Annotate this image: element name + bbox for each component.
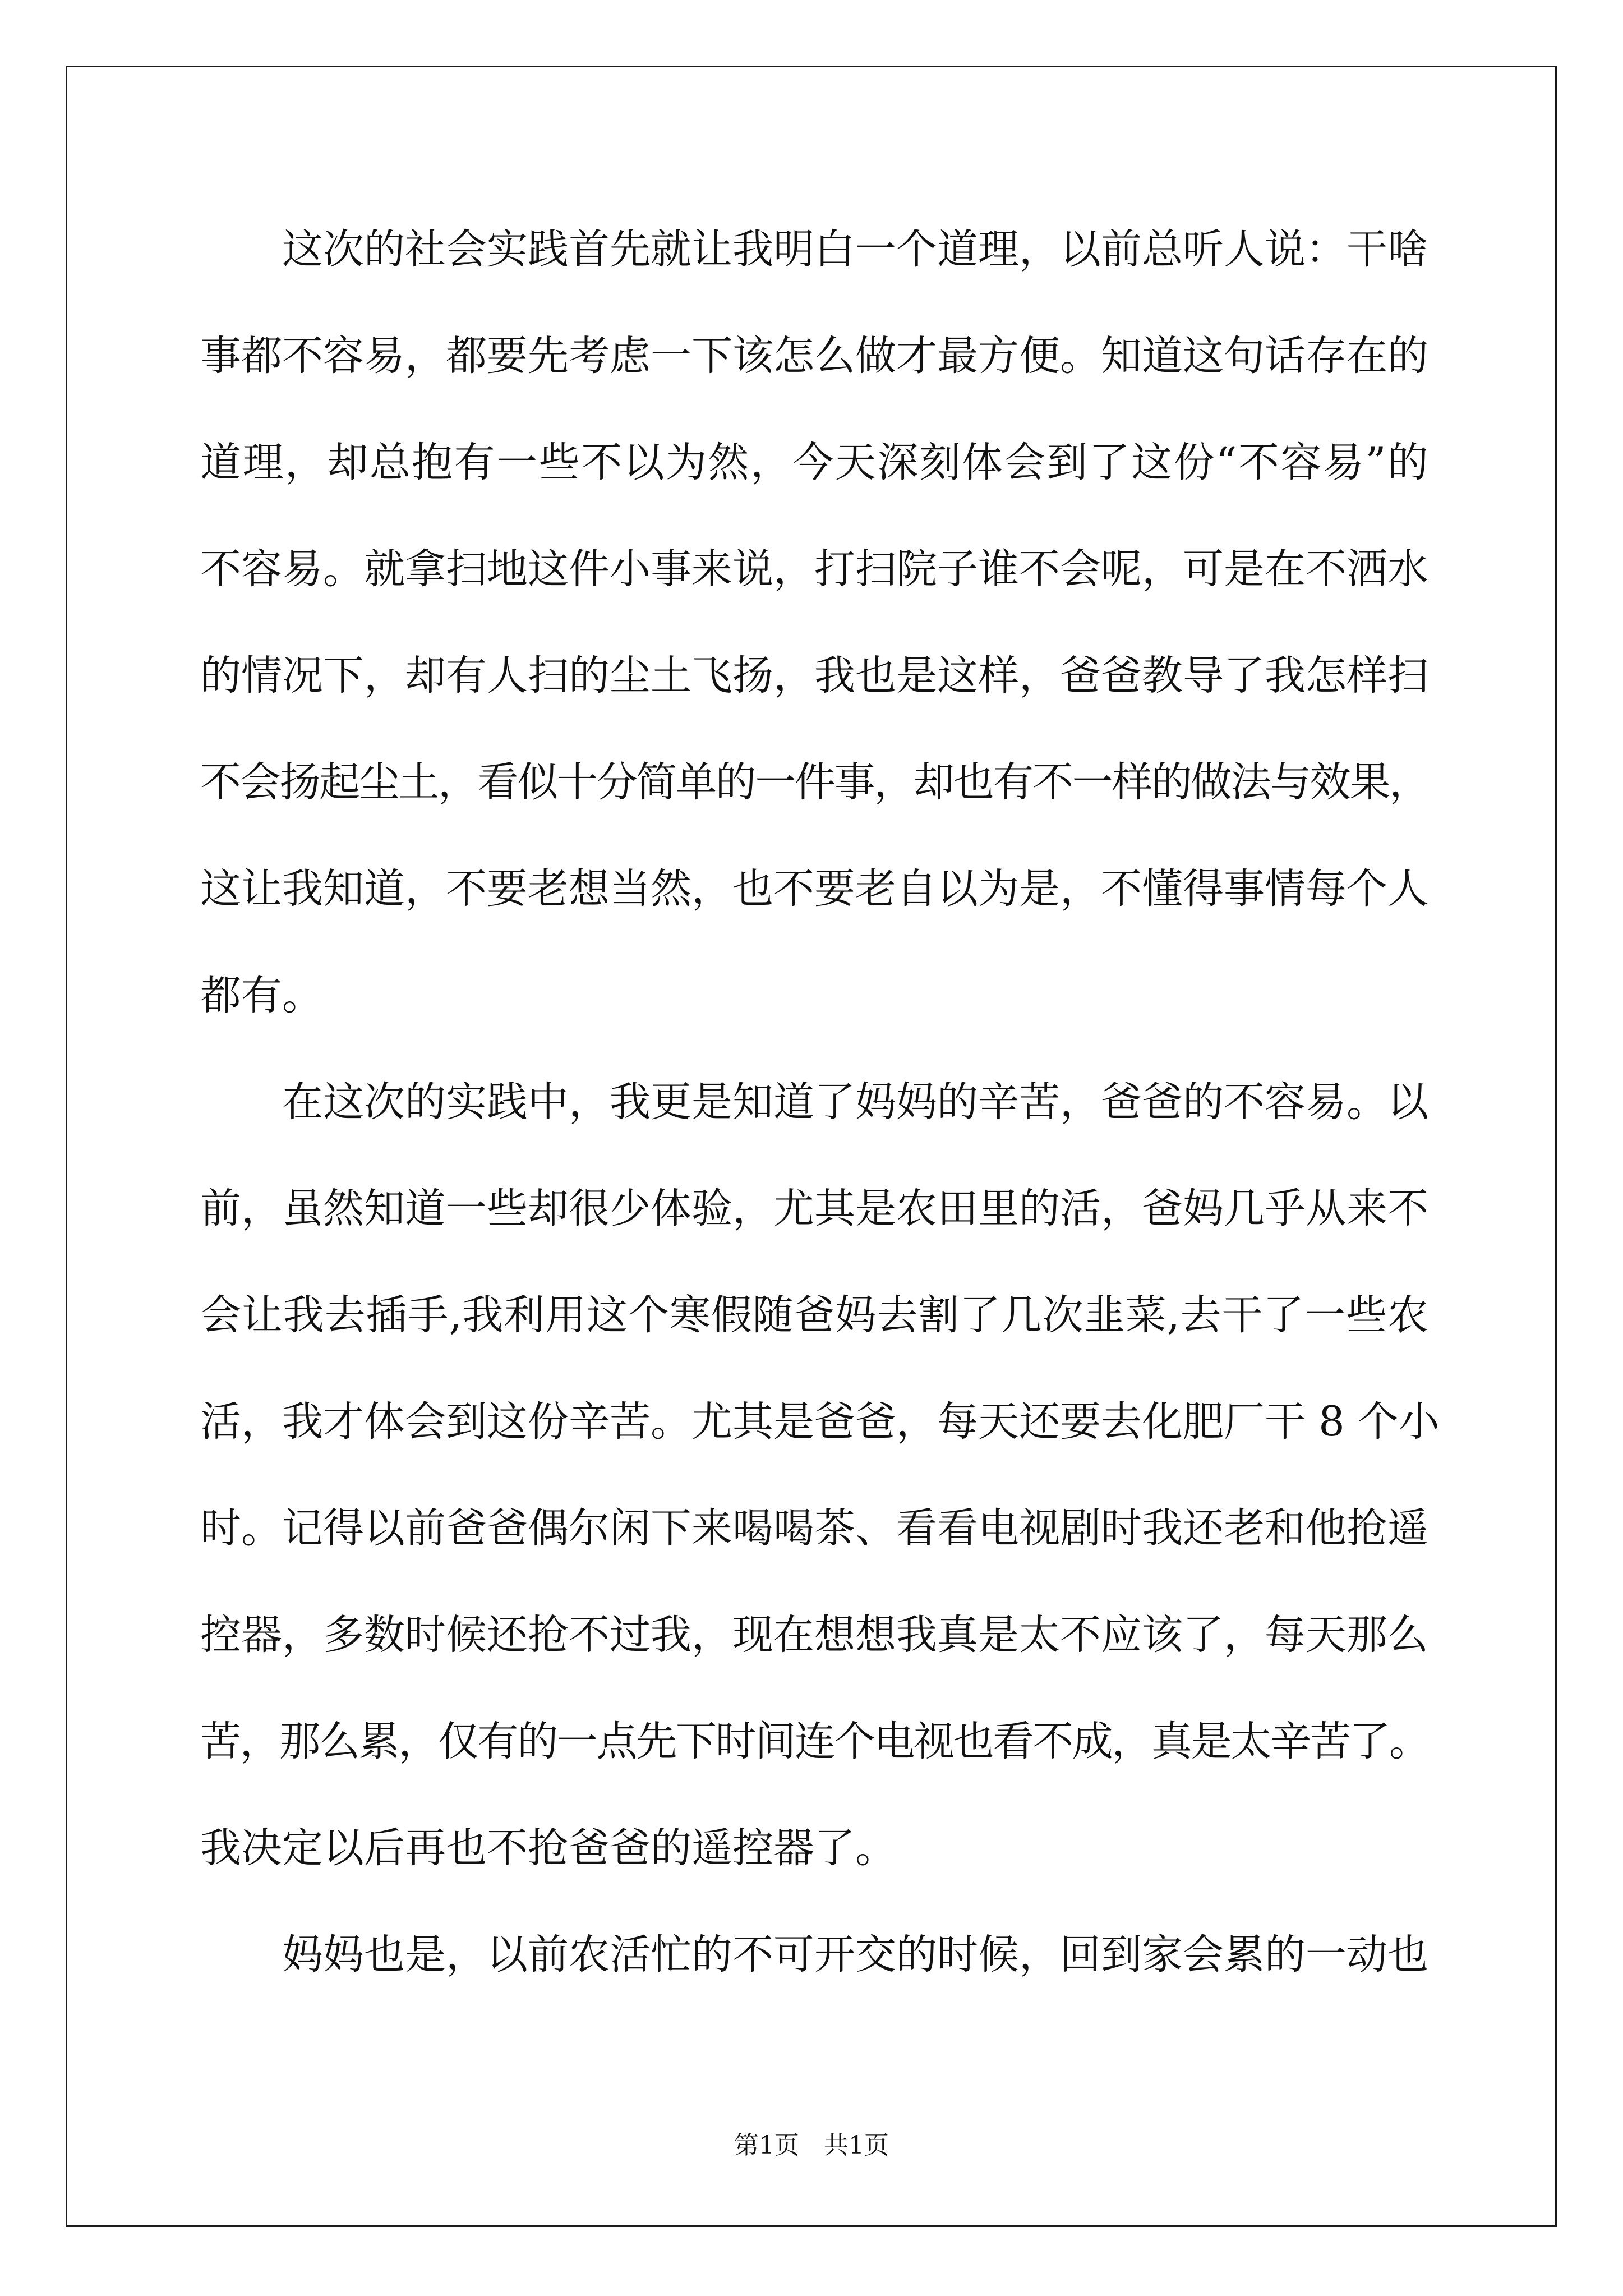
text-line: 我决定以后再也不抢爸爸的遥控器了。 <box>200 1824 896 1872</box>
text-line: 不容易。就拿扫地这件小事来说，打扫院子谁不会呢，可是在不洒水 <box>200 545 1428 593</box>
text-line: 时。记得以前爸爸偶尔闲下来喝喝茶、看看电视剧时我还老和他抢遥 <box>200 1504 1428 1552</box>
text-line: 事都不容易，都要先考虑一下该怎么做才最方便。知道这句话存在的 <box>200 332 1428 380</box>
text-line: 会让我去插手,我利用这个寒假随爸妈去割了几次韭菜,去干了一些农 <box>200 1291 1428 1339</box>
text-line: 在这次的实践中，我更是知道了妈妈的辛苦，爸爸的不容易。以 <box>282 1078 1428 1126</box>
text-line: 这次的社会实践首先就让我明白一个道理，以前总听人说：干啥 <box>282 226 1428 273</box>
paragraph-2 <box>200 1049 1440 1902</box>
text-line: 妈妈也是，以前农活忙的不可开交的时候，回到家会累的一动也 <box>282 1931 1428 1978</box>
document-body <box>200 196 1440 2008</box>
page-number-footer: 第1页 共1页 <box>734 2131 889 2160</box>
text-line: 这让我知道，不要老想当然，也不要老自以为是，不懂得事情每个人 <box>200 865 1428 913</box>
text-line: 前，虽然知道一些却很少体验，尤其是农田里的活，爸妈几乎从来不 <box>200 1185 1428 1232</box>
paragraph-1 <box>200 196 1428 1049</box>
text-line: 都有。 <box>200 972 323 1019</box>
text-line: 的情况下，却有人扫的尘土飞扬，我也是这样，爸爸教导了我怎样扫 <box>200 652 1428 700</box>
text-line: 活，我才体会到这份辛苦。尤其是爸爸，每天还要去化肥厂干 8 个小 <box>200 1398 1440 1446</box>
text-line: 道理，却总抱有一些不以为然，今天深刻体会到了这份“不容易”的 <box>200 439 1428 486</box>
text-line: 苦，那么累，仅有的一点先下时间连个电视也看不成，真是太辛苦了。 <box>200 1718 1428 1765</box>
text-line: 控器，多数时候还抢不过我，现在想想我真是太不应该了，每天那么 <box>200 1611 1428 1659</box>
text-line: 不会扬起尘土，看似十分简单的一件事，却也有不一样的做法与效果， <box>200 758 1428 806</box>
paragraph-3 <box>200 1902 1428 2008</box>
